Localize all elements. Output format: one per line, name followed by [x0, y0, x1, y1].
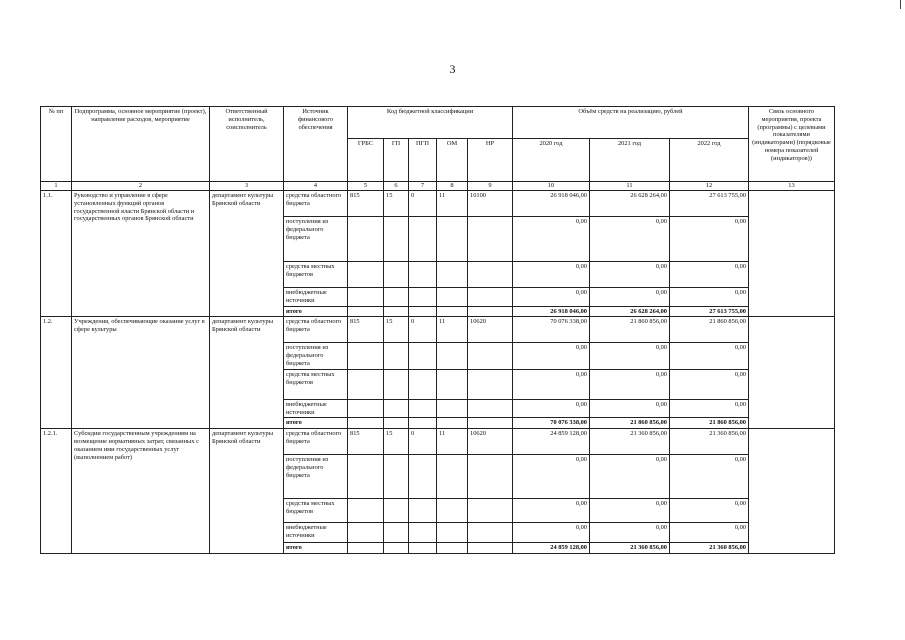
amount-cell: 21 360 856,00 — [590, 543, 670, 554]
empty-code-cell — [409, 217, 437, 262]
amount-cell: 27 613 755,00 — [670, 306, 749, 317]
empty-code-cell — [468, 543, 513, 554]
amount-cell: 21 860 856,00 — [590, 418, 670, 429]
amount-cell: 26 628 264,00 — [590, 191, 670, 217]
funding-source: итого — [284, 306, 348, 317]
col-num: 5 — [348, 182, 384, 191]
amount-cell: 24 859 128,00 — [513, 543, 590, 554]
header-subprogram: Подпрограмма, основное мероприятие (проект), направление расходов, мероприятие — [72, 107, 210, 182]
responsible-executor: департамент культуры Брянской области — [210, 191, 284, 317]
responsible-executor: департамент культуры Брянской области — [210, 317, 284, 429]
empty-code-cell — [384, 399, 409, 418]
amount-cell: 0,00 — [670, 262, 749, 288]
empty-code-cell — [409, 455, 437, 499]
amount-cell: 0,00 — [513, 343, 590, 369]
empty-code-cell — [437, 399, 468, 418]
indicator-link-cell — [749, 429, 835, 554]
empty-code-cell — [468, 288, 513, 307]
empty-code-cell — [384, 543, 409, 554]
header-pgp: ПГП — [409, 139, 437, 182]
empty-code-cell — [384, 499, 409, 523]
om-code: 11 — [437, 317, 468, 343]
empty-code-cell — [437, 523, 468, 543]
empty-code-cell — [437, 262, 468, 288]
grbs-code: 815 — [348, 191, 384, 217]
responsible-executor: департамент культуры Брянской области — [210, 429, 284, 554]
empty-code-cell — [409, 343, 437, 369]
row-number: 1.1. — [41, 191, 72, 317]
amount-cell: 0,00 — [590, 455, 670, 499]
amount-cell: 0,00 — [590, 523, 670, 543]
indicator-link-cell — [749, 191, 835, 317]
col-num: 1 — [41, 182, 72, 191]
amount-cell: 0,00 — [590, 262, 670, 288]
funding-source: итого — [284, 543, 348, 554]
empty-code-cell — [437, 369, 468, 399]
header-volume: Объём средств на реализацию, рублей — [513, 107, 749, 139]
empty-code-cell — [437, 543, 468, 554]
amount-cell: 0,00 — [590, 343, 670, 369]
funding-source: средства местных бюджетов — [284, 369, 348, 399]
amount-cell: 0,00 — [513, 288, 590, 307]
empty-code-cell — [468, 499, 513, 523]
funding-source: поступления из федерального бюджета — [284, 455, 348, 499]
gp-code: 15 — [384, 191, 409, 217]
header-num: № пп — [41, 107, 72, 182]
col-num: 9 — [468, 182, 513, 191]
empty-code-cell — [384, 343, 409, 369]
amount-cell: 0,00 — [513, 523, 590, 543]
grbs-code: 815 — [348, 429, 384, 455]
empty-code-cell — [409, 262, 437, 288]
amount-cell: 21 860 856,00 — [590, 317, 670, 343]
amount-cell: 26 918 046,00 — [513, 191, 590, 217]
amount-cell: 21 860 856,00 — [670, 317, 749, 343]
funding-source: средства местных бюджетов — [284, 499, 348, 523]
page-number: 3 — [449, 62, 456, 76]
table-row — [41, 317, 835, 343]
nr-code: 10620 — [468, 317, 513, 343]
empty-code-cell — [437, 455, 468, 499]
activity-name: Учреждения, обеспечивающие оказание услуг в сфере культуры — [72, 317, 210, 429]
pgp-code: 0 — [409, 191, 437, 217]
row-number: 1.2. — [41, 317, 72, 429]
gp-code: 15 — [384, 317, 409, 343]
header-gp: ГП — [384, 139, 409, 182]
amount-cell: 21 360 856,00 — [670, 429, 749, 455]
amount-cell: 0,00 — [590, 399, 670, 418]
empty-code-cell — [409, 499, 437, 523]
empty-code-cell — [384, 288, 409, 307]
pgp-code: 0 — [409, 317, 437, 343]
funding-source: средства областного бюджета — [284, 317, 348, 343]
empty-code-cell — [437, 418, 468, 429]
amount-cell: 0,00 — [670, 288, 749, 307]
row-number: 1.2.1. — [41, 429, 72, 554]
col-num: 6 — [384, 182, 409, 191]
funding-source: поступления из федерального бюджета — [284, 343, 348, 369]
amount-cell: 0,00 — [670, 369, 749, 399]
amount-cell: 27 613 755,00 — [670, 191, 749, 217]
empty-code-cell — [348, 523, 384, 543]
amount-cell: 21 860 856,00 — [670, 418, 749, 429]
header-nr: НР — [468, 139, 513, 182]
amount-cell: 0,00 — [513, 399, 590, 418]
empty-code-cell — [348, 455, 384, 499]
amount-cell: 24 859 128,00 — [513, 429, 590, 455]
amount-cell: 0,00 — [590, 217, 670, 262]
amount-cell: 0,00 — [513, 455, 590, 499]
header-link: Связь основного мероприятия, проекта (программы) с целевыми показателями (индикаторами) (порядковые номера показателей (индикаторов)) — [749, 107, 835, 182]
nr-code: 10100 — [468, 191, 513, 217]
col-num: 12 — [670, 182, 749, 191]
pgp-code: 0 — [409, 429, 437, 455]
col-num: 10 — [513, 182, 590, 191]
empty-code-cell — [348, 262, 384, 288]
empty-code-cell — [468, 399, 513, 418]
empty-code-cell — [468, 343, 513, 369]
amount-cell: 0,00 — [670, 343, 749, 369]
empty-code-cell — [348, 499, 384, 523]
col-num: 7 — [409, 182, 437, 191]
empty-code-cell — [437, 499, 468, 523]
empty-code-cell — [384, 369, 409, 399]
om-code: 11 — [437, 191, 468, 217]
col-num: 11 — [590, 182, 670, 191]
empty-code-cell — [468, 262, 513, 288]
empty-code-cell — [409, 543, 437, 554]
empty-code-cell — [437, 288, 468, 307]
amount-cell: 0,00 — [590, 288, 670, 307]
empty-code-cell — [468, 217, 513, 262]
amount-cell: 21 360 856,00 — [590, 429, 670, 455]
table-row — [41, 429, 835, 455]
empty-code-cell — [384, 523, 409, 543]
empty-code-cell — [409, 369, 437, 399]
col-num: 4 — [284, 182, 348, 191]
funding-source: поступления из федерального бюджета — [284, 217, 348, 262]
amount-cell: 0,00 — [513, 369, 590, 399]
grbs-code: 815 — [348, 317, 384, 343]
empty-code-cell — [384, 217, 409, 262]
amount-cell: 0,00 — [590, 499, 670, 523]
funding-source: внебюджетные источники — [284, 523, 348, 543]
header-2022: 2022 год — [670, 139, 749, 182]
column-number-row — [41, 182, 835, 191]
empty-code-cell — [348, 306, 384, 317]
empty-code-cell — [348, 543, 384, 554]
col-num: 8 — [437, 182, 468, 191]
gp-code: 15 — [384, 429, 409, 455]
empty-code-cell — [468, 369, 513, 399]
header-2021: 2021 год — [590, 139, 670, 182]
col-num: 13 — [749, 182, 835, 191]
empty-code-cell — [384, 262, 409, 288]
funding-source: внебюджетные источники — [284, 399, 348, 418]
header-budget-code: Код бюджетной классификации — [348, 107, 513, 139]
empty-code-cell — [437, 217, 468, 262]
header-responsible: Ответственный исполнитель, соисполнитель — [210, 107, 284, 182]
amount-cell: 0,00 — [670, 455, 749, 499]
funding-source: средства областного бюджета — [284, 429, 348, 455]
nr-code: 10620 — [468, 429, 513, 455]
activity-name: Субсидии государственным учреждениям на возмещение нормативных затрат, связанных с оказанием ими государственных услуг (выполнением работ) — [72, 429, 210, 554]
amount-cell: 26 918 046,00 — [513, 306, 590, 317]
empty-code-cell — [409, 418, 437, 429]
amount-cell: 0,00 — [513, 499, 590, 523]
empty-code-cell — [348, 217, 384, 262]
amount-cell: 0,00 — [590, 369, 670, 399]
empty-code-cell — [468, 418, 513, 429]
empty-code-cell — [409, 523, 437, 543]
amount-cell: 0,00 — [513, 262, 590, 288]
empty-code-cell — [348, 369, 384, 399]
empty-code-cell — [384, 306, 409, 317]
header-source: Источник финансового обеспечения — [284, 107, 348, 182]
empty-code-cell — [468, 455, 513, 499]
empty-code-cell — [348, 418, 384, 429]
empty-code-cell — [437, 306, 468, 317]
table-row — [41, 191, 835, 217]
col-num: 2 — [72, 182, 210, 191]
empty-code-cell — [409, 288, 437, 307]
indicator-link-cell — [749, 317, 835, 429]
empty-code-cell — [348, 288, 384, 307]
col-num: 3 — [210, 182, 284, 191]
amount-cell: 70 076 338,00 — [513, 317, 590, 343]
amount-cell: 0,00 — [670, 217, 749, 262]
header-grbs: ГРБС — [348, 139, 384, 182]
empty-code-cell — [468, 306, 513, 317]
empty-code-cell — [468, 523, 513, 543]
funding-source: внебюджетные источники — [284, 288, 348, 307]
empty-code-cell — [384, 418, 409, 429]
scan-edge-mark — [900, 0, 901, 9]
activity-name: Руководство и управление в сфере установленных функций органов государственной власти Брянской области и государственных органов Брянской области — [72, 191, 210, 317]
empty-code-cell — [409, 399, 437, 418]
amount-cell: 0,00 — [670, 523, 749, 543]
amount-cell: 0,00 — [670, 499, 749, 523]
amount-cell: 70 076 338,00 — [513, 418, 590, 429]
funding-source: средства областного бюджета — [284, 191, 348, 217]
funding-source: средства местных бюджетов — [284, 262, 348, 288]
empty-code-cell — [437, 343, 468, 369]
funding-source: итого — [284, 418, 348, 429]
budget-table — [40, 106, 835, 554]
header-om: ОМ — [437, 139, 468, 182]
amount-cell: 0,00 — [670, 399, 749, 418]
amount-cell: 0,00 — [513, 217, 590, 262]
empty-code-cell — [348, 343, 384, 369]
empty-code-cell — [384, 455, 409, 499]
amount-cell: 26 628 264,00 — [590, 306, 670, 317]
empty-code-cell — [348, 399, 384, 418]
header-2020: 2020 год — [513, 139, 590, 182]
empty-code-cell — [409, 306, 437, 317]
amount-cell: 21 360 856,00 — [670, 543, 749, 554]
om-code: 11 — [437, 429, 468, 455]
